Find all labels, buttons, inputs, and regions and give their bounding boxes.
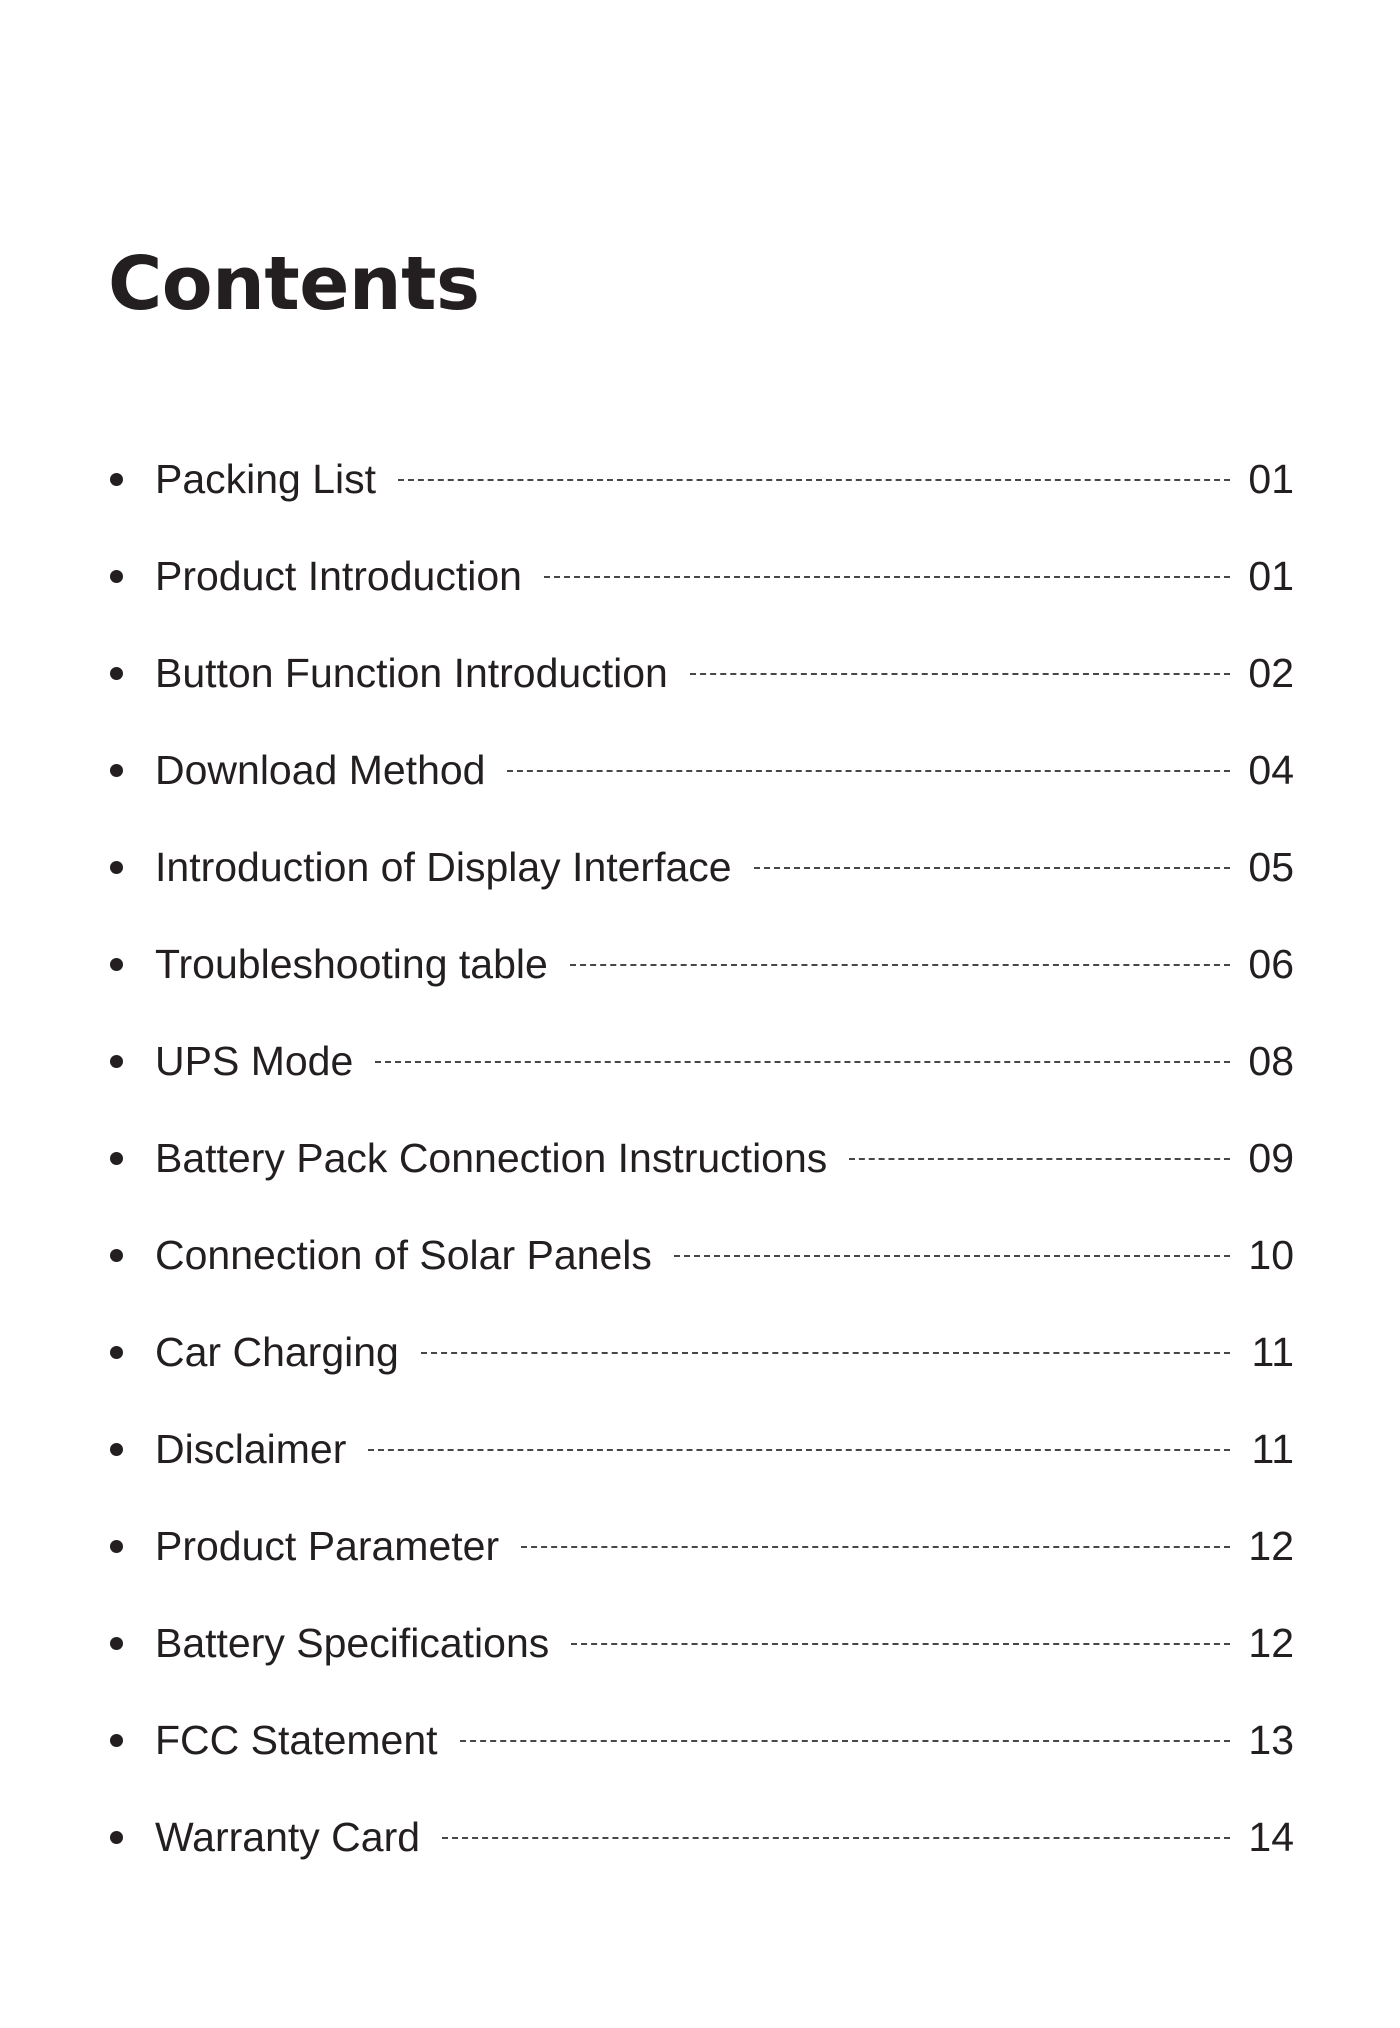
toc-item[interactable]	[110, 721, 1294, 818]
dotted-leader	[375, 1061, 1230, 1063]
toc-page-number: 08	[1248, 1037, 1294, 1084]
bullet-icon	[110, 473, 123, 486]
dotted-leader	[544, 576, 1230, 578]
toc-item[interactable]	[110, 1788, 1294, 1885]
dotted-leader	[421, 1352, 1230, 1354]
bullet-icon	[110, 667, 123, 680]
dotted-leader	[570, 964, 1230, 966]
toc-item[interactable]	[110, 1691, 1294, 1788]
dotted-leader	[571, 1643, 1230, 1645]
toc-item-label: Connection of Solar Panels	[155, 1231, 652, 1278]
toc-page-number: 11	[1251, 1328, 1294, 1375]
toc-item-label: Product Introduction	[155, 552, 522, 599]
toc-page-number: 12	[1248, 1522, 1294, 1569]
dotted-leader	[442, 1837, 1230, 1839]
toc-item[interactable]	[110, 1012, 1294, 1109]
toc-page-number: 13	[1248, 1716, 1294, 1763]
dotted-leader	[521, 1546, 1230, 1548]
dotted-leader	[690, 673, 1230, 675]
toc-page-number: 05	[1248, 843, 1294, 890]
dotted-leader	[398, 479, 1230, 481]
bullet-icon	[110, 958, 123, 971]
bullet-icon	[110, 1831, 123, 1844]
toc-item-label: Product Parameter	[155, 1522, 500, 1569]
toc-item-label: Battery Pack Connection Instructions	[155, 1134, 828, 1181]
toc-item-label: Warranty Card	[155, 1813, 421, 1860]
toc-item[interactable]	[110, 818, 1294, 915]
bullet-icon	[110, 570, 123, 583]
toc-item-label: FCC Statement	[155, 1716, 438, 1763]
toc-item[interactable]	[110, 1303, 1294, 1400]
toc-item[interactable]	[110, 1206, 1294, 1303]
toc-item-label: Packing List	[155, 455, 377, 502]
table-of-contents	[110, 430, 1294, 1885]
bullet-icon	[110, 1249, 123, 1262]
toc-page-number: 14	[1248, 1813, 1294, 1860]
toc-page-number: 10	[1248, 1231, 1294, 1278]
dotted-leader	[674, 1255, 1230, 1257]
toc-item-label: Download Method	[155, 746, 486, 793]
toc-item[interactable]	[110, 1497, 1294, 1594]
dotted-leader	[368, 1449, 1230, 1451]
bullet-icon	[110, 1346, 123, 1359]
toc-page-number: 01	[1248, 455, 1294, 502]
dotted-leader	[460, 1740, 1230, 1742]
toc-item[interactable]	[110, 527, 1294, 624]
toc-item-label: Introduction of Display Interface	[155, 843, 732, 890]
toc-item-label: Disclaimer	[155, 1425, 347, 1472]
toc-item[interactable]	[110, 624, 1294, 721]
toc-item[interactable]	[110, 1109, 1294, 1206]
toc-page-number: 12	[1248, 1619, 1294, 1666]
toc-item-label: Battery Specifications	[155, 1619, 550, 1666]
bullet-icon	[110, 764, 123, 777]
toc-item-label: UPS Mode	[155, 1037, 354, 1084]
bullet-icon	[110, 1152, 123, 1165]
dotted-leader	[754, 867, 1230, 869]
page-title: Contents	[108, 241, 480, 327]
toc-page-number: 06	[1248, 940, 1294, 987]
bullet-icon	[110, 1637, 123, 1650]
bullet-icon	[110, 1443, 123, 1456]
toc-item[interactable]	[110, 1400, 1294, 1497]
dotted-leader	[849, 1158, 1230, 1160]
toc-page-number: 04	[1248, 746, 1294, 793]
toc-item-label: Button Function Introduction	[155, 649, 668, 696]
toc-page-number: 11	[1251, 1425, 1294, 1472]
toc-item-label: Car Charging	[155, 1328, 399, 1375]
toc-item[interactable]	[110, 430, 1294, 527]
toc-page-number: 02	[1248, 649, 1294, 696]
toc-item[interactable]	[110, 1594, 1294, 1691]
bullet-icon	[110, 1734, 123, 1747]
bullet-icon	[110, 1055, 123, 1068]
toc-page-number: 01	[1248, 552, 1294, 599]
toc-item[interactable]	[110, 915, 1294, 1012]
bullet-icon	[110, 1540, 123, 1553]
dotted-leader	[507, 770, 1230, 772]
bullet-icon	[110, 861, 123, 874]
toc-page-number: 09	[1248, 1134, 1294, 1181]
toc-item-label: Troubleshooting table	[155, 940, 548, 987]
